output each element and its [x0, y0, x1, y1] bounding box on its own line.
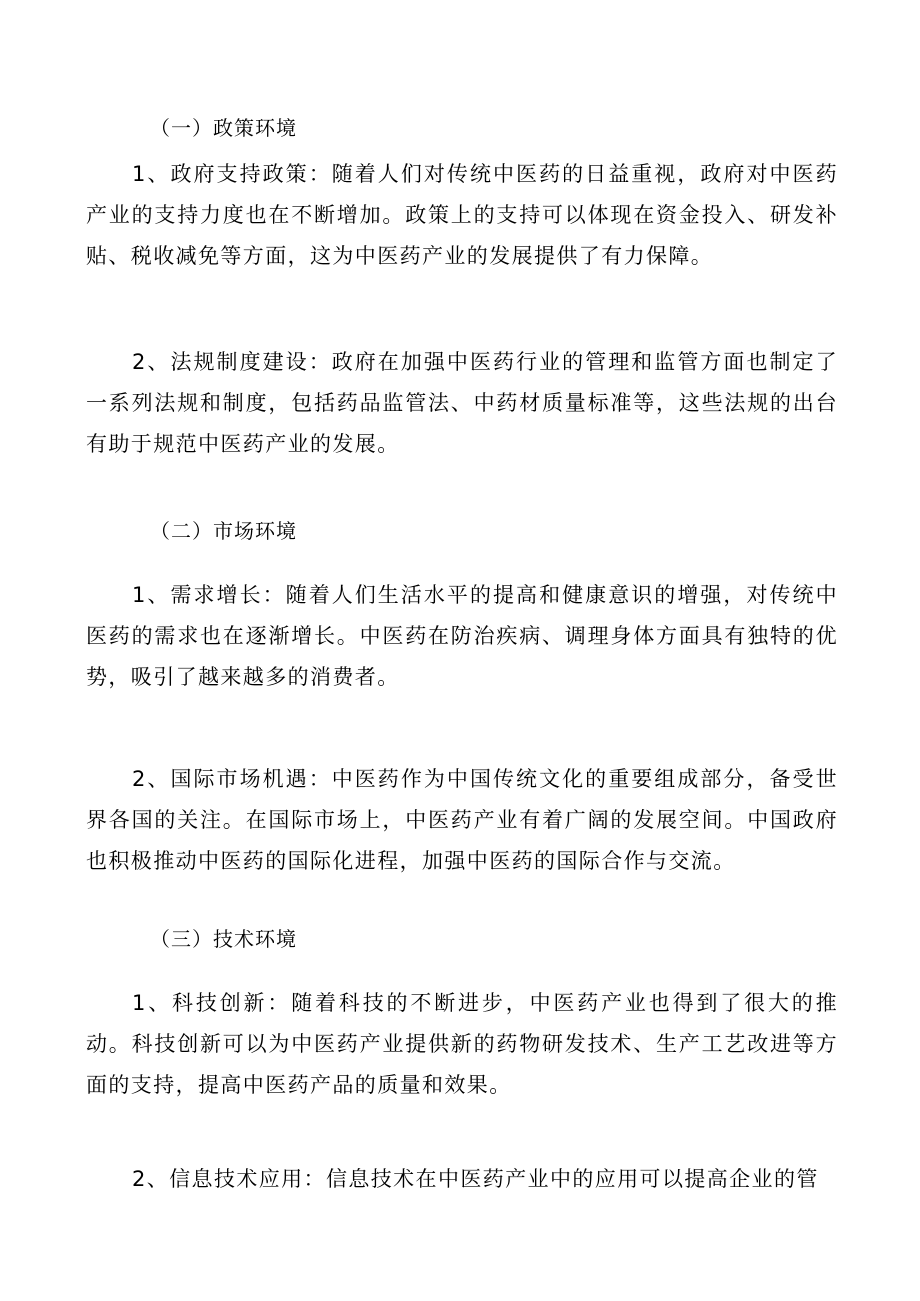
paragraph-regulation-building: 2、法规制度建设：政府在加强中医药行业的管理和监管方面也制定了一系列法规和制度，包括药品监管法、中药材质量标准等，这些法规的出台有助于规范中医药产业的发展。	[86, 350, 838, 456]
paragraph-tech-innovation: 1、科技创新：随着科技的不断进步，中医药产业也得到了很大的推动。科技创新可以为中医药产业提供新的药物研发技术、生产工艺改进等方面的支持，提高中医药产品的质量和效果。	[86, 991, 838, 1097]
section-heading-policy: （一）政策环境	[150, 116, 297, 140]
paragraph-government-support: 1、政府支持政策：随着人们对传统中医药的日益重视，政府对中医药产业的支持力度也在不断增加。政策上的支持可以体现在资金投入、研发补贴、税收减免等方面，这为中医药产业的发展提供了有力保障。	[86, 162, 838, 268]
section-heading-technology: （三）技术环境	[150, 927, 297, 951]
section-heading-market: （二）市场环境	[150, 519, 297, 543]
paragraph-demand-growth: 1、需求增长：随着人们生活水平的提高和健康意识的增强，对传统中医药的需求也在逐渐增长。中医药在防治疾病、调理身体方面具有独特的优势，吸引了越来越多的消费者。	[86, 583, 838, 689]
paragraph-international-market: 2、国际市场机遇：中医药作为中国传统文化的重要组成部分，备受世界各国的关注。在国际市场上，中医药产业有着广阔的发展空间。中国政府也积极推动中医药的国际化进程，加强中医药的国际合作与交流。	[86, 767, 838, 873]
paragraph-it-application: 2、信息技术应用：信息技术在中医药产业中的应用可以提高企业的管	[132, 1167, 819, 1191]
